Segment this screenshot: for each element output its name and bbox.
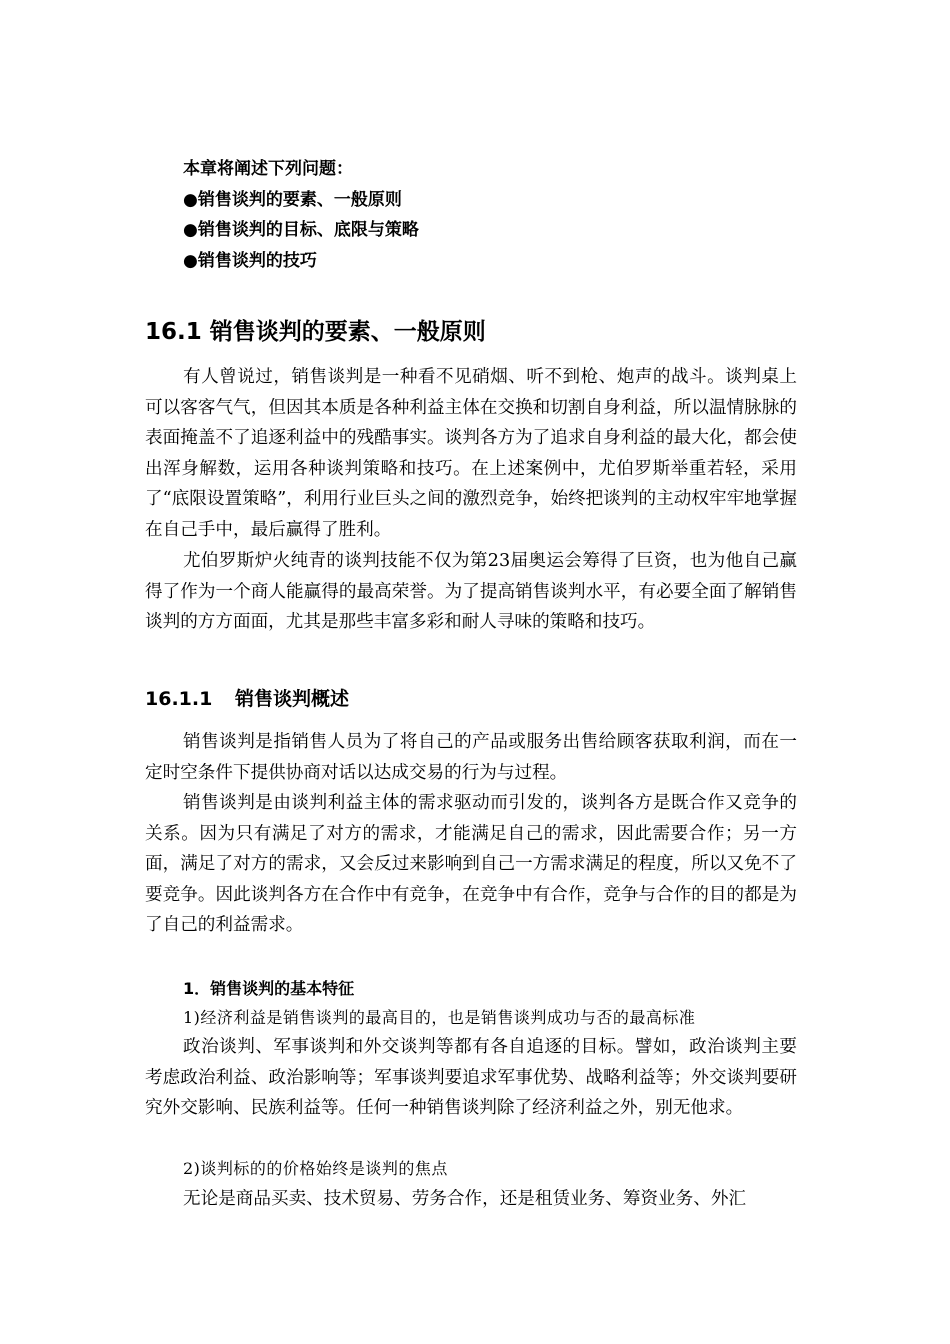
body-paragraph: 销售谈判是由谈判利益主体的需求驱动而引发的，谈判各方是既合作又竞争的关系。因为只有满足了对方的需求，才能满足自己的需求，因此需要合作；另一方面，满足了对方的需求，又会反过来影响到自己一方需求满足的程度，所以又免不了要竞争。因此谈判各方在合作中有竞争，在竞争中有合作，竞争与合作的目的都是为了自己的利益需求。 <box>145 793 797 936</box>
subsection-heading: 1．销售谈判的基本特征 <box>183 979 355 998</box>
body-paragraph: 无论是商品买卖、技术贸易、劳务合作，还是租赁业务、筹资业务、外汇 <box>183 1189 747 1209</box>
section-title: 销售谈判概述 <box>235 688 350 710</box>
body-paragraph: 有人曾说过，销售谈判是一种看不见硝烟、听不到枪、炮声的战斗。谈判桌上可以客客气气，但因其本质是各种利益主体在交换和切割自身利益，所以温情脉脉的表面掩盖不了追逐利益中的残酷事实。谈判各方为了追求自身利益的最大化，都会使出浑身解数，运用各种谈判策略和技巧。在上述案例中，尤伯罗斯举重若轻，采用了“底限设置策略”，利用行业巨头之间的激烈竞争，始终把谈判的主动权牢牢地掌握在自己手中，最后赢得了胜利。 <box>145 367 797 540</box>
feature-item-title: 1)经济利益是销售谈判的最高目的，也是销售谈判成功与否的最高标准 <box>183 1008 696 1027</box>
feature-item-title: 2)谈判标的的价格始终是谈判的焦点 <box>183 1159 448 1178</box>
chapter-intro <box>183 154 419 276</box>
intro-item: ●销售谈判的技巧 <box>183 250 317 271</box>
intro-item: ●销售谈判的要素、一般原则 <box>183 189 402 210</box>
body-paragraph: 政治谈判、军事谈判和外交谈判等都有各自追逐的目标。譬如，政治谈判主要考虑政治利益、政治影响等；军事谈判要追求军事优势、战略利益等；外交谈判要研究外交影响、民族利益等。任何一种销售谈判除了经济利益之外，别无他求。 <box>145 1037 797 1119</box>
section-number: 16.1.1 <box>145 688 213 710</box>
intro-heading: 本章将阐述下列问题： <box>183 159 353 179</box>
section-heading-16-1-1 <box>145 683 349 715</box>
body-paragraph: 销售谈判是指销售人员为了将自己的产品或服务出售给顾客获取利润，而在一定时空条件下提供协商对话以达成交易的行为与过程。 <box>145 732 797 783</box>
body-paragraph: 尤伯罗斯炉火纯青的谈判技能不仅为第23届奥运会筹得了巨资，也为他自己赢得了作为一个商人能赢得的最高荣誉。为了提高销售谈判水平，有必要全面了解销售谈判的方方面面，尤其是那些丰富多彩和耐人寻味的策略和技巧。 <box>145 551 797 633</box>
section-heading-16-1: 16.1 销售谈判的要素、一般原则 <box>145 319 486 345</box>
intro-item: ●销售谈判的目标、底限与策略 <box>183 220 419 240</box>
